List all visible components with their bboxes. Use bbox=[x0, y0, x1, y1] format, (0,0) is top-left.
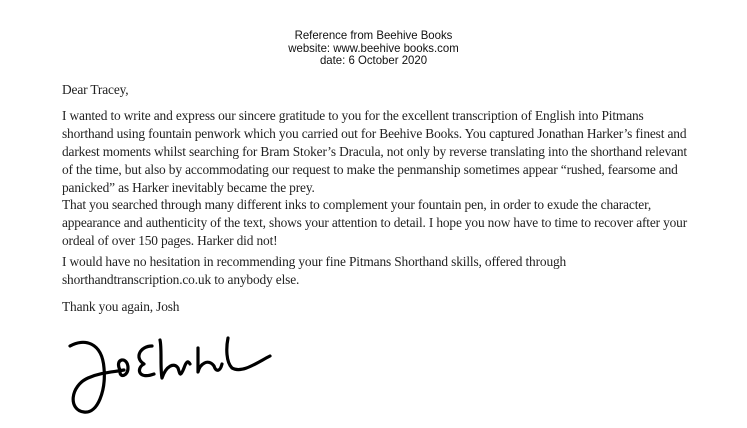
header-date: date: 6 October 2020 bbox=[319, 53, 428, 67]
signature-image bbox=[62, 328, 292, 418]
paragraph-2-line: That you searched through many different inks to complement your fountain pen, in order to exude the character, bbox=[62, 197, 652, 212]
paragraph-1-line: shorthand using fountain penwork which you carried out for Beehive Books. You captured Jonathan Harker’s finest and bbox=[62, 126, 687, 141]
paragraph-1-line: panicked” as Harker inevitably became the prey. bbox=[62, 180, 315, 195]
header-website: website: www.beehive books.com bbox=[288, 40, 459, 55]
salutation: Dear Tracey, bbox=[62, 82, 129, 97]
closing: Thank you again, Josh bbox=[62, 299, 180, 314]
signature-stroke bbox=[227, 338, 270, 370]
paragraph-1-line: of the time, but also by accommodating our request to make the penmanship sometimes appear “rushed, fearsome and bbox=[62, 162, 678, 177]
paragraph-2-line: appearance and authenticity of the text, shows your attention to detail. I hope you now have to time to recover after your bbox=[62, 215, 687, 230]
paragraph-1-line: I wanted to write and express our sincere gratitude to you for the excellent transcription of English into Pitmans bbox=[62, 108, 644, 123]
signature-stroke bbox=[160, 340, 190, 378]
signature-stroke bbox=[198, 348, 222, 372]
paragraph-3-line: I would have no hesitation in recommending your fine Pitmans Shorthand skills, offered through bbox=[62, 254, 567, 269]
header-title: Reference from Beehive Books bbox=[294, 28, 453, 42]
signature-stroke bbox=[70, 342, 124, 412]
signature-stroke bbox=[119, 360, 128, 376]
paragraph-2-line: ordeal of over 150 pages. Harker did not! bbox=[62, 233, 278, 248]
paragraph-1-line: darkest moments whilst searching for Bram Stoker’s Dracula, not only by reverse translating into the shorthand relevant bbox=[62, 144, 687, 159]
signature-stroke bbox=[139, 346, 154, 376]
letter-header bbox=[0, 29, 747, 67]
paragraph-3-line: shorthandtranscription.co.uk to anybody else. bbox=[62, 272, 300, 287]
